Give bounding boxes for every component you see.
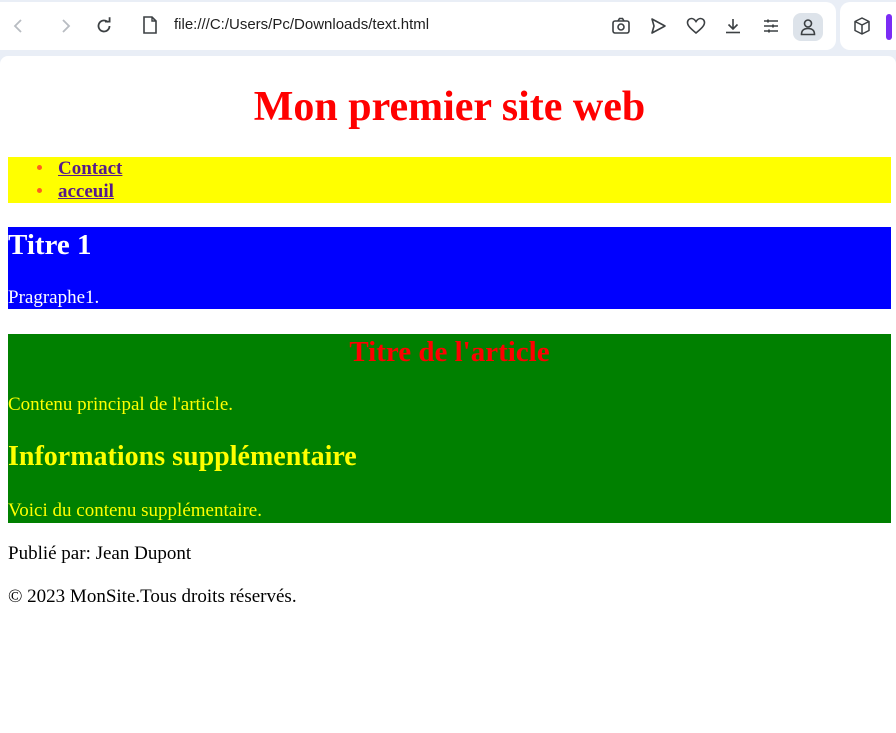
article-extra: Voici du contenu supplémentaire. <box>8 500 262 521</box>
section-paragraph: Pragraphe1. <box>8 287 100 308</box>
section-titre-1 <box>8 227 891 309</box>
article <box>8 334 891 523</box>
article-title: Titre de l'article <box>349 336 550 368</box>
favorite-button[interactable] <box>684 14 708 38</box>
forward-icon <box>57 18 73 34</box>
article-content: Contenu principal de l'article. <box>8 394 234 415</box>
extension-accent-bar <box>886 14 892 40</box>
bullet-icon <box>37 165 42 170</box>
nav-list <box>8 157 891 203</box>
author-line: Publié par: Jean Dupont <box>8 543 192 564</box>
download-icon <box>724 17 742 35</box>
site-title: Mon premier site web <box>253 84 646 130</box>
address-bar[interactable]: file:///C:/Users/Pc/Downloads/text.html <box>174 16 430 33</box>
browser-toolbar <box>0 2 836 50</box>
forward-button[interactable] <box>53 14 77 38</box>
heart-icon <box>686 17 706 35</box>
nav-link-acceuil[interactable]: acceuil <box>58 181 114 202</box>
reload-icon <box>95 17 113 35</box>
page-content <box>0 56 896 608</box>
back-button[interactable] <box>7 14 31 38</box>
camera-icon <box>611 17 631 35</box>
back-icon <box>11 18 27 34</box>
bullet-icon <box>37 188 42 193</box>
settings-icon <box>762 17 780 35</box>
profile-icon <box>800 18 816 36</box>
extension-area <box>840 2 896 50</box>
screenshot-button[interactable] <box>609 14 633 38</box>
send-icon <box>649 17 667 35</box>
nav-item-acceuil <box>58 180 891 203</box>
browser-chrome <box>0 0 896 54</box>
download-button[interactable] <box>721 14 745 38</box>
send-button[interactable] <box>646 14 670 38</box>
nav-link-contact[interactable]: Contact <box>58 158 123 179</box>
copyright-footer: © 2023 MonSite.Tous droits réservés. <box>8 586 297 607</box>
settings-button[interactable] <box>759 14 783 38</box>
reload-button[interactable] <box>92 14 116 38</box>
profile-button[interactable] <box>793 13 823 41</box>
extension-icon[interactable] <box>852 16 872 36</box>
page-viewport <box>0 56 896 733</box>
article-subtitle: Informations supplémentaire <box>8 441 357 472</box>
nav-item-contact <box>58 157 891 180</box>
nav-menu <box>8 157 891 203</box>
page-icon <box>142 16 160 36</box>
section-heading: Titre 1 <box>8 229 92 261</box>
